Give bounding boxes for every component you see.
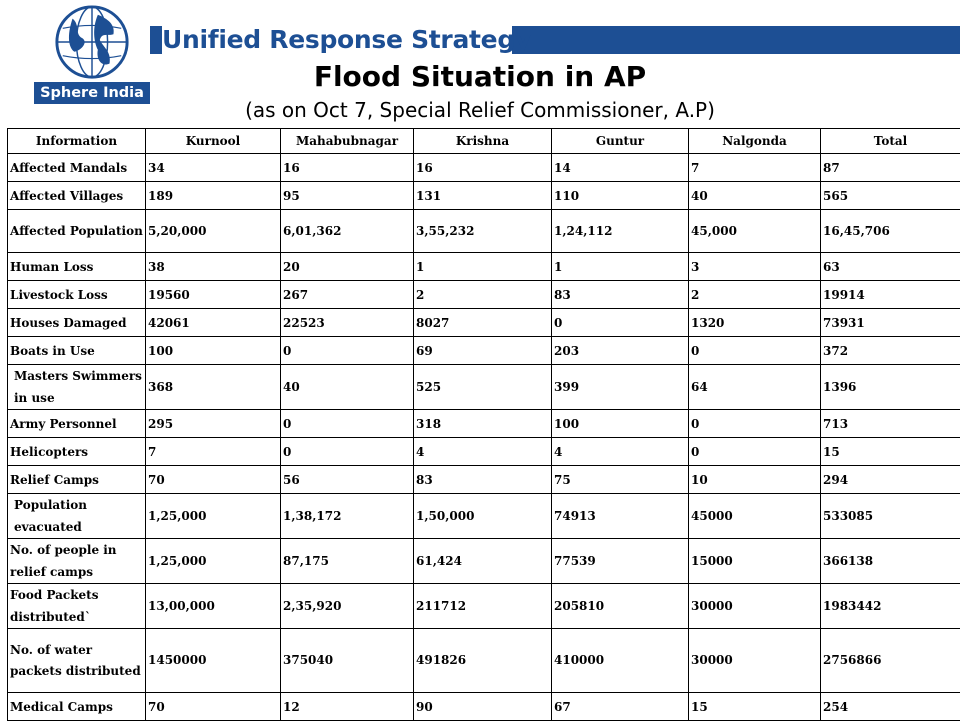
flood-data-table [7, 128, 960, 721]
table-cell: 189 [146, 182, 281, 210]
banner-title: Unified Response Strategy [162, 26, 512, 54]
table-cell: 410000 [552, 629, 689, 693]
row-label: Medical Camps [8, 693, 146, 721]
table-cell: 368 [146, 365, 281, 410]
table-cell: 14 [552, 154, 689, 182]
table-cell: 100 [552, 410, 689, 438]
table-cell: 90 [414, 693, 552, 721]
column-header: Information [8, 129, 146, 154]
table-row [8, 410, 960, 438]
table-cell: 375040 [281, 629, 414, 693]
table-cell: 318 [414, 410, 552, 438]
table-cell: 77539 [552, 539, 689, 584]
table-cell: 565 [821, 182, 960, 210]
table-cell: 0 [552, 309, 689, 337]
table-cell: 40 [689, 182, 821, 210]
table-cell: 110 [552, 182, 689, 210]
table-cell: 0 [689, 438, 821, 466]
table-cell: 1983442 [821, 584, 960, 629]
table-cell: 1396 [821, 365, 960, 410]
table-cell: 64 [689, 365, 821, 410]
table-cell: 2756866 [821, 629, 960, 693]
table-row [8, 584, 960, 629]
table-cell: 22523 [281, 309, 414, 337]
table-cell: 366138 [821, 539, 960, 584]
table-cell: 205810 [552, 584, 689, 629]
row-label: No. of people in relief camps [8, 539, 146, 584]
table-cell: 87 [821, 154, 960, 182]
table-row [8, 466, 960, 494]
table-cell: 13,00,000 [146, 584, 281, 629]
table-cell: 73931 [821, 309, 960, 337]
table-cell: 1,38,172 [281, 494, 414, 539]
table-cell: 0 [689, 337, 821, 365]
row-label: Relief Camps [8, 466, 146, 494]
table-cell: 1,25,000 [146, 539, 281, 584]
table-cell: 1 [414, 253, 552, 281]
table-cell: 15 [821, 438, 960, 466]
table-row [8, 365, 960, 410]
table-cell: 15000 [689, 539, 821, 584]
table-cell: 0 [281, 410, 414, 438]
row-label: Masters Swimmers in use [8, 365, 146, 410]
table-cell: 713 [821, 410, 960, 438]
table-cell: 15 [689, 693, 821, 721]
table-header-row [8, 129, 960, 154]
table-cell: 372 [821, 337, 960, 365]
table-cell: 75 [552, 466, 689, 494]
row-label: Affected Population [8, 210, 146, 253]
table-cell: 100 [146, 337, 281, 365]
row-label: Human Loss [8, 253, 146, 281]
table-cell: 4 [414, 438, 552, 466]
table-cell: 70 [146, 466, 281, 494]
table-cell: 95 [281, 182, 414, 210]
table-cell: 30000 [689, 584, 821, 629]
logo-label: Sphere India [34, 82, 150, 104]
table-row [8, 337, 960, 365]
column-header: Total [821, 129, 960, 154]
table-row [8, 438, 960, 466]
table-cell: 16 [281, 154, 414, 182]
table-cell: 83 [552, 281, 689, 309]
row-label: Affected Mandals [8, 154, 146, 182]
table-row [8, 494, 960, 539]
column-header: Mahabubnagar [281, 129, 414, 154]
table-cell: 203 [552, 337, 689, 365]
table-row [8, 693, 960, 721]
table-cell: 0 [689, 410, 821, 438]
table-row [8, 253, 960, 281]
table-cell: 7 [689, 154, 821, 182]
table-cell: 6,01,362 [281, 210, 414, 253]
row-label: Livestock Loss [8, 281, 146, 309]
column-header: Nalgonda [689, 129, 821, 154]
table-cell: 525 [414, 365, 552, 410]
table-cell: 295 [146, 410, 281, 438]
table-cell: 12 [281, 693, 414, 721]
table-cell: 2,35,920 [281, 584, 414, 629]
column-header: Kurnool [146, 129, 281, 154]
table-cell: 8027 [414, 309, 552, 337]
table-cell: 399 [552, 365, 689, 410]
table-row [8, 281, 960, 309]
table-cell: 0 [281, 337, 414, 365]
table-cell: 74913 [552, 494, 689, 539]
table-cell: 254 [821, 693, 960, 721]
table-row [8, 154, 960, 182]
table-row [8, 309, 960, 337]
table-cell: 20 [281, 253, 414, 281]
table-cell: 70 [146, 693, 281, 721]
column-header: Krishna [414, 129, 552, 154]
table-row [8, 182, 960, 210]
table-row [8, 629, 960, 693]
table-cell: 38 [146, 253, 281, 281]
table-cell: 61,424 [414, 539, 552, 584]
table-cell: 294 [821, 466, 960, 494]
table-cell: 45000 [689, 494, 821, 539]
table-row [8, 210, 960, 253]
table-cell: 1320 [689, 309, 821, 337]
table-cell: 3 [689, 253, 821, 281]
table-cell: 3,55,232 [414, 210, 552, 253]
table-cell: 34 [146, 154, 281, 182]
table-cell: 1450000 [146, 629, 281, 693]
row-label: Population evacuated [8, 494, 146, 539]
table-cell: 19560 [146, 281, 281, 309]
table-cell: 16 [414, 154, 552, 182]
table-cell: 69 [414, 337, 552, 365]
table-cell: 67 [552, 693, 689, 721]
table-cell: 83 [414, 466, 552, 494]
table-cell: 1 [552, 253, 689, 281]
table-cell: 211712 [414, 584, 552, 629]
row-label: Affected Villages [8, 182, 146, 210]
table-cell: 63 [821, 253, 960, 281]
table-cell: 1,25,000 [146, 494, 281, 539]
row-label: Boats in Use [8, 337, 146, 365]
table-cell: 56 [281, 466, 414, 494]
table-cell: 0 [281, 438, 414, 466]
table-row [8, 539, 960, 584]
table-cell: 491826 [414, 629, 552, 693]
table-cell: 42061 [146, 309, 281, 337]
table-cell: 2 [414, 281, 552, 309]
row-label: No. of water packets distributed [8, 629, 146, 693]
table-cell: 131 [414, 182, 552, 210]
page-subtitle: (as on Oct 7, Special Relief Commissioner, A.P) [0, 98, 960, 122]
table-cell: 1,50,000 [414, 494, 552, 539]
table-cell: 45,000 [689, 210, 821, 253]
table-cell: 16,45,706 [821, 210, 960, 253]
table-cell: 7 [146, 438, 281, 466]
page-title: Flood Situation in AP [0, 60, 960, 93]
table-cell: 30000 [689, 629, 821, 693]
column-header: Guntur [552, 129, 689, 154]
table-cell: 4 [552, 438, 689, 466]
row-label: Houses Damaged [8, 309, 146, 337]
table-cell: 10 [689, 466, 821, 494]
table-cell: 19914 [821, 281, 960, 309]
table-cell: 5,20,000 [146, 210, 281, 253]
table-cell: 267 [281, 281, 414, 309]
table-cell: 1,24,112 [552, 210, 689, 253]
row-label: Army Personnel [8, 410, 146, 438]
table-cell: 2 [689, 281, 821, 309]
table-cell: 40 [281, 365, 414, 410]
table-cell: 533085 [821, 494, 960, 539]
row-label: Helicopters [8, 438, 146, 466]
table-cell: 87,175 [281, 539, 414, 584]
row-label: Food Packets distributed` [8, 584, 146, 629]
